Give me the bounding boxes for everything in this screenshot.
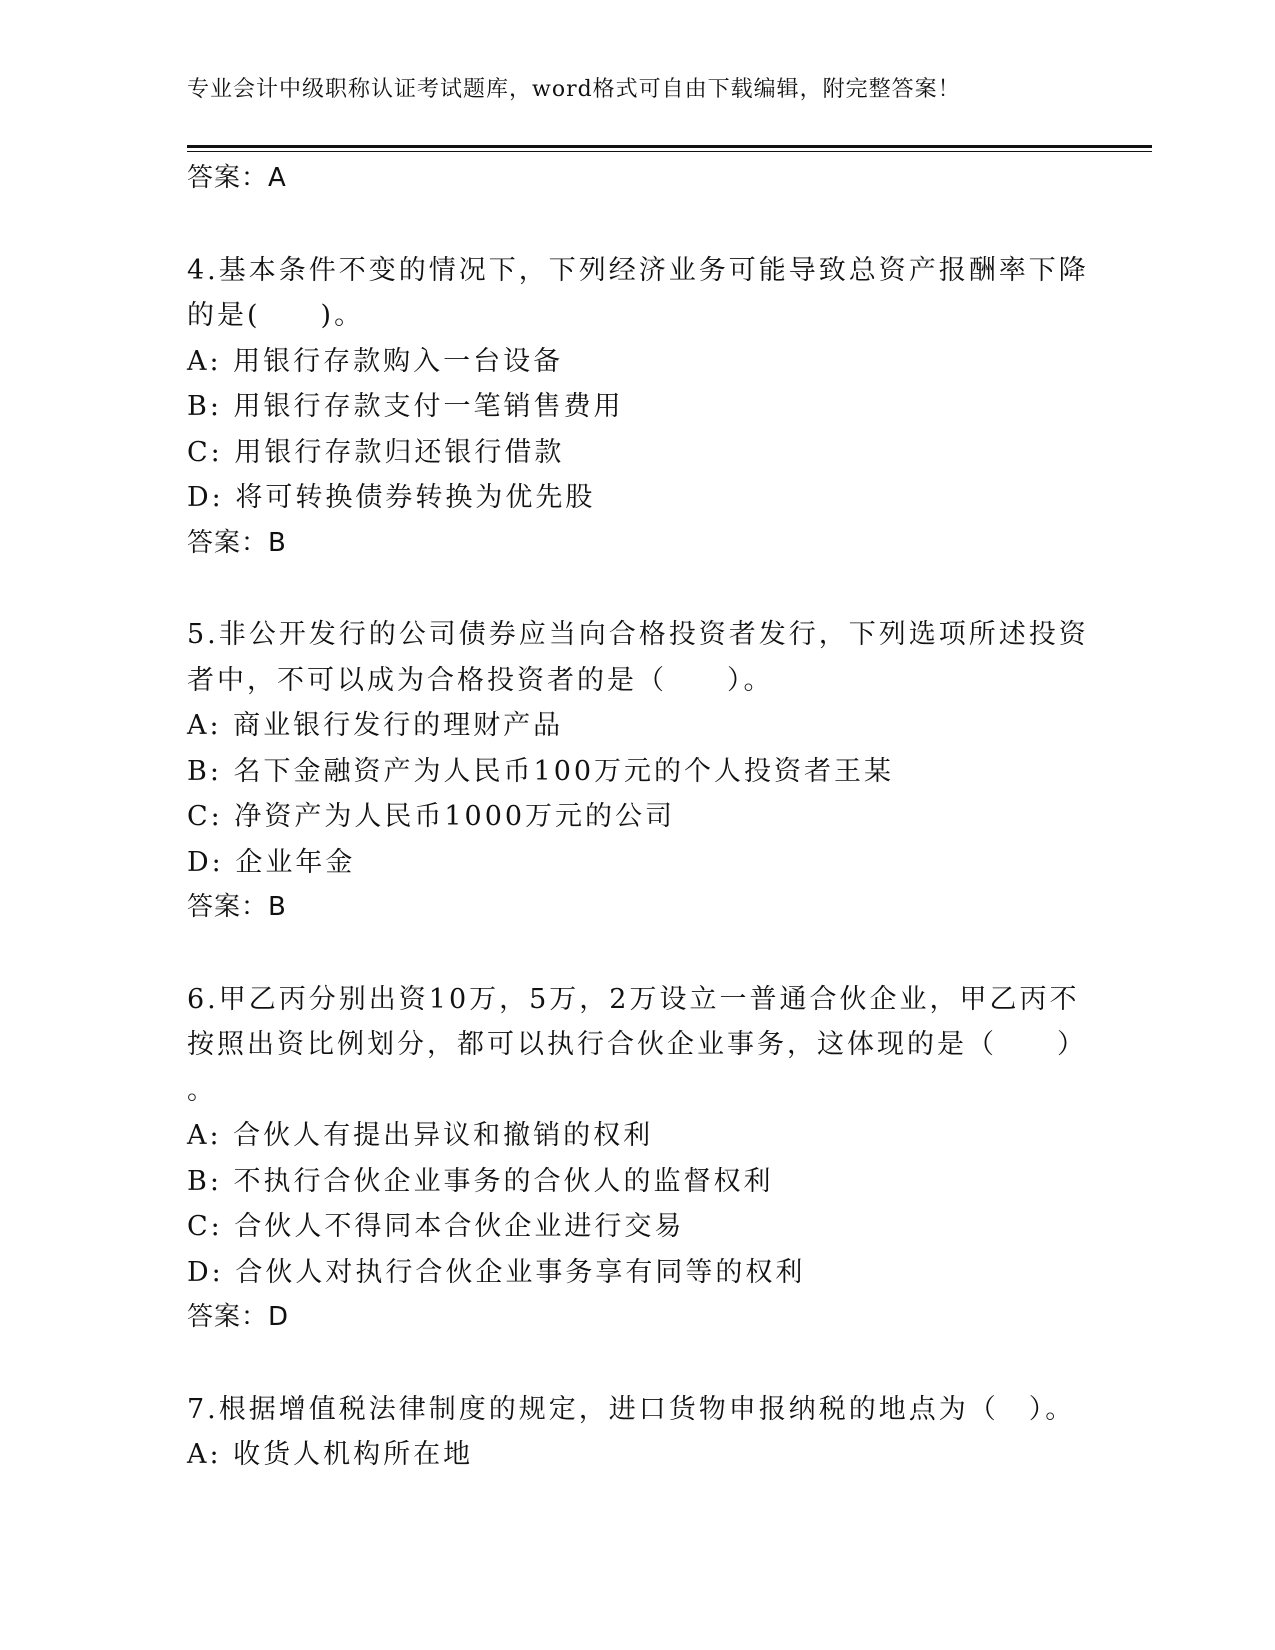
- header-divider-thin: [187, 151, 1152, 152]
- question-text: 6.甲乙丙分别出资10万，5万，2万设立一普通合伙企业，甲乙丙不: [187, 983, 1080, 1015]
- question-text: 5.非公开发行的公司债券应当向合格投资者发行，下列选项所述投资: [187, 619, 1089, 650]
- option-d: D: 合伙人对执行合伙企业事务享有同等的权利: [187, 1256, 806, 1288]
- answer-line: 答案：D: [187, 1302, 290, 1332]
- option-a: A: 用银行存款购入一台设备: [187, 345, 564, 377]
- option-c: C: 用银行存款归还银行借款: [187, 436, 565, 468]
- document-header: 专业会计中级职称认证考试题库，word格式可自由下载编辑，附完整答案！: [187, 77, 961, 102]
- question-text: 的是( )。: [187, 300, 365, 331]
- question-text: 者中，不可以成为合格投资者的是（ ）。: [187, 664, 774, 696]
- question-text: 4.基本条件不变的情况下，下列经济业务可能导致总资产报酬率下降: [187, 254, 1089, 286]
- option-b: B: 不执行合伙企业事务的合伙人的监督权利: [187, 1165, 774, 1197]
- spacer: [187, 931, 1067, 977]
- question-list: [187, 156, 1089, 1478]
- question-text: 按照出资比例划分，都可以执行合伙企业事务，这体现的是（ ）: [187, 1029, 1087, 1060]
- spacer: [187, 566, 1067, 612]
- option-b: B: 名下金融资产为人民币100万元的个人投资者王某: [187, 755, 895, 787]
- header-divider: [187, 145, 1152, 148]
- answer-line: 答案：B: [187, 892, 287, 922]
- answer-line: 答案：A: [187, 163, 287, 193]
- option-a: A: 商业银行发行的理财产品: [187, 710, 564, 741]
- option-a: A: 合伙人有提出异议和撤销的权利: [187, 1120, 654, 1151]
- option-b: B: 用银行存款支付一笔销售费用: [187, 391, 624, 422]
- spacer: [187, 1341, 1067, 1387]
- spacer: [187, 202, 1067, 248]
- question-block: [187, 612, 1089, 931]
- question-block: [187, 1387, 1076, 1478]
- option-a: A: 收货人机构所在地: [187, 1439, 474, 1470]
- answer-line: 答案：B: [187, 527, 287, 558]
- question-text: 7.根据增值税法律制度的规定，进口货物申报纳税的地点为（ ）。: [187, 1393, 1076, 1425]
- option-d: D: 将可转换债券转换为优先股: [187, 482, 596, 513]
- option-c: C: 净资产为人民币1000万元的公司: [187, 801, 676, 832]
- option-d: D: 企业年金: [187, 846, 356, 878]
- option-c: C: 合伙人不得同本合伙企业进行交易: [187, 1211, 685, 1242]
- question-text: 。: [187, 1074, 217, 1106]
- question-block: [187, 977, 1087, 1341]
- question-block: [187, 248, 1089, 567]
